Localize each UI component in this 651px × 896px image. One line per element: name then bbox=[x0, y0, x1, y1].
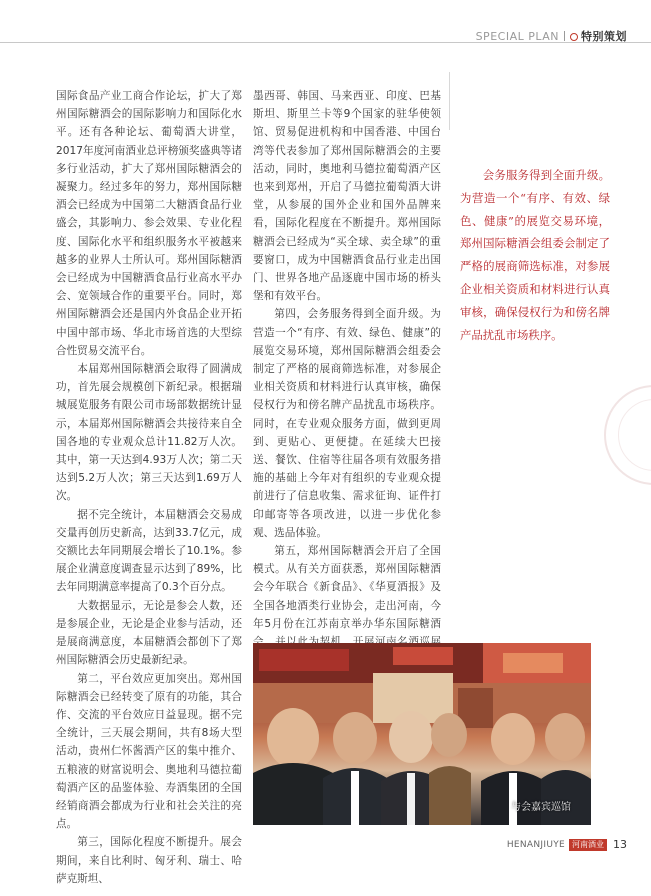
circle-bullet-icon bbox=[570, 33, 578, 41]
section-header bbox=[476, 28, 627, 44]
section-name-cn: 特别策划 bbox=[581, 30, 627, 43]
magazine-tag: 河南酒业 bbox=[569, 839, 607, 851]
paragraph: 第二，平台效应更加突出。郑州国际糖酒会已经转变了原有的功能，其合作、交流的平台效应日益显现。据不完全统计，三天展会期间，共有8场大型活动，贵州仁怀酱酒产区的集中推介、五粮液的财富说明会、奥地利马德拉葡萄酒产区的品鉴体验、寿酒集团的全国经销商酒会都成为行业和社会关注的亮点。 bbox=[56, 672, 242, 831]
magazine-name: HENANJIUYE bbox=[506, 839, 565, 850]
photo-caption: 与会嘉宾巡馆 bbox=[511, 802, 571, 813]
page-footer bbox=[507, 838, 627, 851]
paragraph: 本届郑州国际糖酒会取得了圆满成功，首先展会规模创下新纪录。根据瑞城展览服务有限公司市场部数据统计显示，本届郑州国际糖酒会共接待来自全国各地的专业观众总计11.82万人次。其中，第一天达到4.93万人次；第二天达到5.2万人次；第三天达到1.69万人次。 bbox=[56, 363, 242, 503]
paragraph: 墨西哥、韩国、马来西亚、印度、巴基斯坦、斯里兰卡等9个国家的驻华使领馆、贸易促进机构和中国香港、中国台湾等代表参加了郑州国际糖酒会的主要活动，同时，奥地利马德拉葡萄酒产区也来到郑州，开启了马德拉葡萄酒大讲堂，从参展的国外企业和国外品牌来看，国际化程度在不断提升。郑州国际糖酒会已经成为“买全球、卖全球”的重要窗口，成为中国糖酒食品行业走出国门、世界各地产品逐鹿中国市场的桥头堡和有效平台。 bbox=[253, 90, 441, 303]
article-column-1 bbox=[56, 87, 242, 888]
sidebar-rule bbox=[449, 72, 450, 130]
paragraph: 大数据显示，无论是参会人数，还是参展企业，无论是企业参与活动，还是展商满意度，本届糖酒会都创下了郑州国际糖酒会历史最新纪录。 bbox=[56, 599, 242, 667]
paragraph: 第五，郑州国际糖酒会开启了全国模式。从有关方面获悉，郑州国际糖酒会今年联合《新食品》、《华夏酒报》及全国各地酒类行业协会，走出河南，今年5月份在江苏南京举办华东国际糖酒 bbox=[253, 545, 441, 630]
paragraph: 第三，国际化程度不断提升。展会期间，来自比利时、匈牙利、瑞士、哈萨克斯坦、 bbox=[56, 836, 242, 885]
event-photo bbox=[253, 643, 591, 825]
paragraph: 据不完全统计，本届糖酒会交易成交量再创历史新高，达到33.7亿元，成交额比去年同期展会增长了10.1%。参展企业满意度调查显示达到了89%，比去年同期满意率提高了0.3个百分点。 bbox=[56, 508, 242, 594]
section-name-en: SPECIAL PLAN bbox=[475, 30, 559, 43]
header-divider bbox=[564, 31, 565, 41]
paragraph: 第四，会务服务得到全面升级。为营造一个“有序、有效、绿色、健康”的展览交易环境，郑州国际糖酒会组委会制定了严格的展商筛选标准，对参展企业相关资质和材料进行认真审核，确保侵权行为和傍名牌产品扰乱市场秩序。同时，在专业观众服务方面，做到更周到、更贴心、更便捷。在延续大巴接送、餐饮、住宿等往届各项有效服务措施的基础上今年对有组织的专业观众提前进行了信息收集、需求征询、证件打印邮寄等各项改进，以进一步优化参观、选品体验。 bbox=[253, 308, 441, 539]
pull-quote: 会务服务得到全面升级。为营造一个“有序、有效、绿色、健康”的展览交易环境，郑州国际糖酒会组委会制定了严格的展商筛选标准，对参展企业相关资质和材料进行认真审核，确保侵权行为和傍名牌产品扰乱市场秩序。 bbox=[460, 168, 610, 342]
article-column-2 bbox=[253, 87, 441, 688]
paragraph: 国际食品产业工商合作论坛，扩大了郑州国际糖酒会的国际影响力和国际化水平。还有各种论坛、葡萄酒大讲堂，2017年度河南酒业总评榜颁奖盛典等诸多行业活动，扩大了郑州国际糖酒会的凝聚力。经过多年的努力，郑州国际糖酒会已经成为中国第二大糖酒食品行业盛会，其影响力、参会效果、专业化程度、国际化水平和组织服务水平被越来越多的业界人士所认可。郑州国际糖酒会已经成为中国糖酒食品行业高水平办会、宽领域合作的重要平台。同时，郑州国际糖酒会还是国内外食品企业开拓中国中部市场、华北市场首选的大型综合性贸易交流平台。 bbox=[56, 90, 242, 357]
page-number: 13 bbox=[613, 838, 627, 851]
